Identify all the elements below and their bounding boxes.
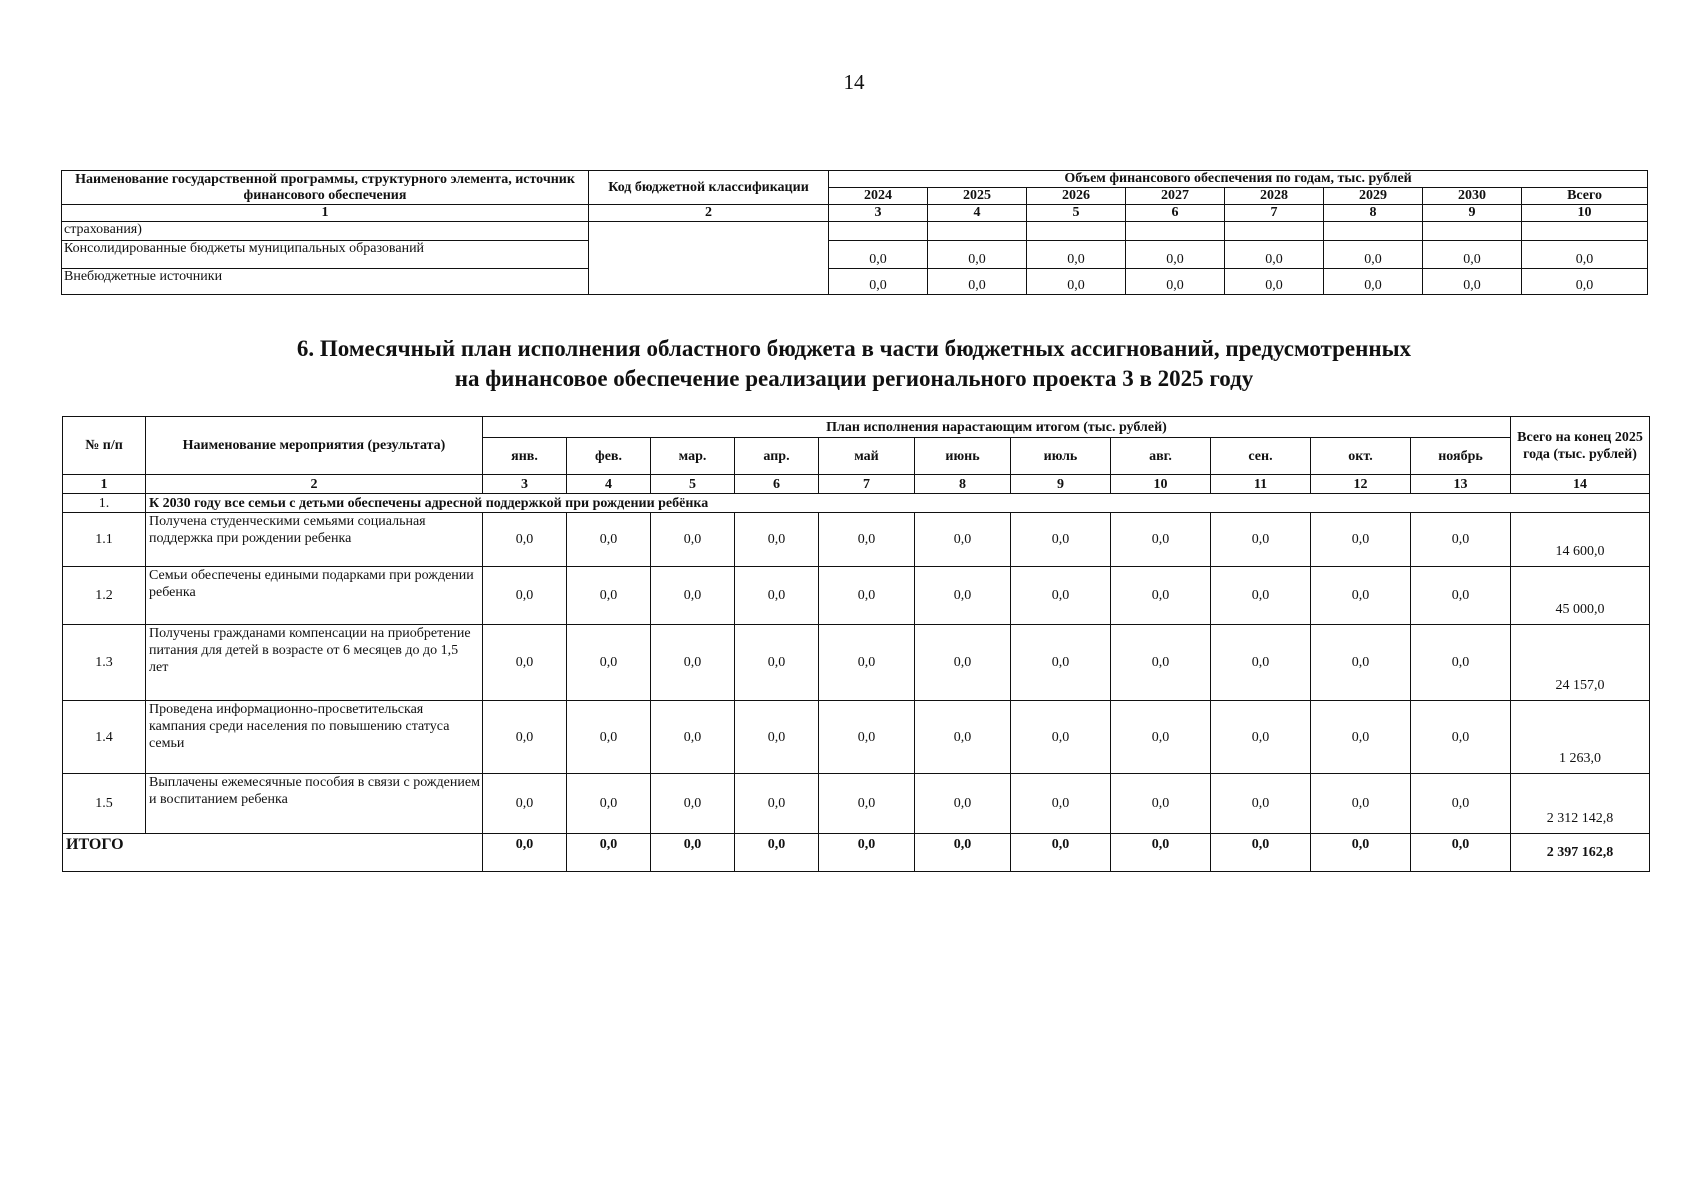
month-value: 0,0: [1311, 567, 1411, 625]
month-value: 0,0: [1111, 701, 1211, 774]
total-month-value: 0,0: [1111, 834, 1211, 872]
year-header-3: 2026: [1027, 188, 1126, 205]
source-label: Консолидированные бюджеты муниципальных образований: [62, 241, 589, 269]
value-cell: 0,0: [829, 241, 928, 269]
column-index: 7: [1225, 205, 1324, 222]
month-value: 0,0: [1111, 567, 1211, 625]
row-total: 1 263,0: [1511, 701, 1650, 774]
column-index-row: [63, 475, 1650, 494]
value-cell: [928, 222, 1027, 241]
column-index: 6: [1126, 205, 1225, 222]
month-value: 0,0: [1011, 774, 1111, 834]
goal-number: 1.: [63, 494, 146, 513]
month-value: 0,0: [1011, 513, 1111, 567]
month-value: 0,0: [1311, 701, 1411, 774]
month-value: 0,0: [651, 701, 735, 774]
month-value: 0,0: [1211, 567, 1311, 625]
month-value: 0,0: [915, 513, 1011, 567]
month-value: 0,0: [915, 774, 1011, 834]
month-header-10: окт.: [1311, 438, 1411, 475]
row-total: 14 600,0: [1511, 513, 1650, 567]
month-value: 0,0: [1411, 625, 1511, 701]
month-value: 0,0: [567, 625, 651, 701]
column-index: 1: [62, 205, 589, 222]
value-cell: [1126, 222, 1225, 241]
event-name: Получены гражданами компенсации на приобретение питания для детей в возрасте от 6 месяцев до до 1,5 лет: [146, 625, 483, 701]
table-row: [63, 701, 1650, 774]
column-index: 9: [1423, 205, 1522, 222]
month-value: 0,0: [651, 513, 735, 567]
value-cell: [829, 222, 928, 241]
table-row: [63, 513, 1650, 567]
month-value: 0,0: [1211, 625, 1311, 701]
month-header-5: май: [819, 438, 915, 475]
column-index: 12: [1311, 475, 1411, 494]
year-total-column-header: Всего на конец 2025 года (тыс. рублей): [1511, 417, 1650, 475]
year-header-4: 2027: [1126, 188, 1225, 205]
section-title: [0, 334, 1708, 394]
table-row: [62, 241, 1648, 269]
row-number: 1.1: [63, 513, 146, 567]
year-header-2: 2025: [928, 188, 1027, 205]
event-name: Получена студенческими семьями социальная поддержка при рождении ребенка: [146, 513, 483, 567]
month-header-3: мар.: [651, 438, 735, 475]
value-cell: [1522, 222, 1648, 241]
column-index: 2: [146, 475, 483, 494]
month-value: 0,0: [483, 567, 567, 625]
month-value: 0,0: [915, 701, 1011, 774]
column-index: 1: [63, 475, 146, 494]
month-value: 0,0: [567, 513, 651, 567]
total-month-value: 0,0: [1211, 834, 1311, 872]
goal-row: [63, 494, 1650, 513]
month-value: 0,0: [483, 513, 567, 567]
column-index: 11: [1211, 475, 1311, 494]
code-column-header: Код бюджетной классификации: [589, 171, 829, 205]
table-row: [63, 567, 1650, 625]
value-cell: 0,0: [1522, 269, 1648, 295]
month-value: 0,0: [735, 701, 819, 774]
column-index: 14: [1511, 475, 1650, 494]
column-index: 8: [915, 475, 1011, 494]
month-header-6: июнь: [915, 438, 1011, 475]
month-value: 0,0: [1411, 774, 1511, 834]
value-cell: 0,0: [1027, 241, 1126, 269]
value-cell: 0,0: [1522, 241, 1648, 269]
event-name: Выплачены ежемесячные пособия в связи с рождением и воспитанием ребенка: [146, 774, 483, 834]
year-header-6: 2029: [1324, 188, 1423, 205]
value-cell: 0,0: [1324, 269, 1423, 295]
month-value: 0,0: [1111, 625, 1211, 701]
month-header-4: апр.: [735, 438, 819, 475]
total-label: ИТОГО: [63, 834, 483, 872]
month-value: 0,0: [1111, 774, 1211, 834]
row-total: 45 000,0: [1511, 567, 1650, 625]
month-value: 0,0: [1411, 701, 1511, 774]
column-index: 13: [1411, 475, 1511, 494]
month-header-11: ноябрь: [1411, 438, 1511, 475]
row-number: 1.2: [63, 567, 146, 625]
year-header-1: 2024: [829, 188, 928, 205]
value-cell: [1225, 222, 1324, 241]
month-value: 0,0: [1111, 513, 1211, 567]
column-index: 5: [1027, 205, 1126, 222]
month-value: 0,0: [1311, 774, 1411, 834]
plan-column-header: План исполнения нарастающим итогом (тыс. рублей): [483, 417, 1511, 438]
month-header-7: июль: [1011, 438, 1111, 475]
month-header-8: авг.: [1111, 438, 1211, 475]
monthly-header-row: [63, 417, 1650, 438]
month-value: 0,0: [819, 701, 915, 774]
month-value: 0,0: [1011, 567, 1111, 625]
total-month-value: 0,0: [819, 834, 915, 872]
column-index: 10: [1111, 475, 1211, 494]
total-month-value: 0,0: [1011, 834, 1111, 872]
value-cell: 0,0: [1225, 241, 1324, 269]
row-number: 1.4: [63, 701, 146, 774]
column-index: 8: [1324, 205, 1423, 222]
value-cell: 0,0: [1225, 269, 1324, 295]
total-month-value: 0,0: [651, 834, 735, 872]
column-index: 7: [819, 475, 915, 494]
source-label: страхования): [62, 222, 589, 241]
month-value: 0,0: [915, 567, 1011, 625]
budget-code-cell: [589, 222, 829, 295]
month-value: 0,0: [819, 567, 915, 625]
year-header-5: 2028: [1225, 188, 1324, 205]
month-value: 0,0: [1011, 701, 1111, 774]
month-value: 0,0: [1411, 567, 1511, 625]
year-header-7: 2030: [1423, 188, 1522, 205]
month-value: 0,0: [483, 774, 567, 834]
name-column-header: Наименование государственной программы, структурного элемента, источник финансового обеспечения: [62, 171, 589, 205]
event-name: Проведена информационно-просветительская кампания среди населения по повышению статуса семьи: [146, 701, 483, 774]
month-value: 0,0: [735, 513, 819, 567]
month-value: 0,0: [819, 625, 915, 701]
month-value: 0,0: [1011, 625, 1111, 701]
total-row: [63, 834, 1650, 872]
month-header-1: янв.: [483, 438, 567, 475]
total-month-value: 0,0: [483, 834, 567, 872]
column-index: 10: [1522, 205, 1648, 222]
row-number: 1.5: [63, 774, 146, 834]
month-value: 0,0: [915, 625, 1011, 701]
row-total: 2 312 142,8: [1511, 774, 1650, 834]
table-row: [62, 269, 1648, 295]
value-cell: 0,0: [1126, 241, 1225, 269]
row-total: 24 157,0: [1511, 625, 1650, 701]
column-index: 9: [1011, 475, 1111, 494]
grand-total: 2 397 162,8: [1511, 834, 1650, 872]
column-index-row: [62, 205, 1648, 222]
financing-table: [61, 170, 1648, 295]
month-value: 0,0: [1411, 513, 1511, 567]
month-value: 0,0: [1211, 513, 1311, 567]
month-value: 0,0: [651, 625, 735, 701]
month-value: 0,0: [651, 774, 735, 834]
month-value: 0,0: [567, 701, 651, 774]
total-month-value: 0,0: [1311, 834, 1411, 872]
total-month-value: 0,0: [735, 834, 819, 872]
month-value: 0,0: [819, 513, 915, 567]
month-value: 0,0: [567, 774, 651, 834]
month-value: 0,0: [819, 774, 915, 834]
value-cell: [1423, 222, 1522, 241]
total-month-value: 0,0: [1411, 834, 1511, 872]
row-number: 1.3: [63, 625, 146, 701]
value-cell: 0,0: [928, 241, 1027, 269]
month-header-2: фев.: [567, 438, 651, 475]
value-cell: 0,0: [1324, 241, 1423, 269]
volume-column-header: Объем финансового обеспечения по годам, тыс. рублей: [829, 171, 1648, 188]
month-value: 0,0: [1311, 625, 1411, 701]
value-cell: 0,0: [829, 269, 928, 295]
value-cell: 0,0: [1126, 269, 1225, 295]
total-month-value: 0,0: [915, 834, 1011, 872]
month-header-9: сен.: [1211, 438, 1311, 475]
column-index: 6: [735, 475, 819, 494]
month-value: 0,0: [1311, 513, 1411, 567]
column-index: 4: [567, 475, 651, 494]
column-index: 3: [483, 475, 567, 494]
event-name: Семьи обеспечены едиными подарками при рождении ребенка: [146, 567, 483, 625]
table-row: [63, 774, 1650, 834]
value-cell: 0,0: [1423, 241, 1522, 269]
column-index: 4: [928, 205, 1027, 222]
month-value: 0,0: [1211, 774, 1311, 834]
year-header-8: Всего: [1522, 188, 1648, 205]
monthly-plan-table: [62, 416, 1650, 872]
month-value: 0,0: [735, 567, 819, 625]
month-value: 0,0: [1211, 701, 1311, 774]
section-title-line-2: на финансовое обеспечение реализации регионального проекта 3 в 2025 году: [454, 366, 1254, 391]
total-month-value: 0,0: [567, 834, 651, 872]
value-cell: 0,0: [1423, 269, 1522, 295]
month-value: 0,0: [567, 567, 651, 625]
month-value: 0,0: [483, 625, 567, 701]
table-row: [63, 625, 1650, 701]
section-title-line-1: 6. Помесячный план исполнения областного бюджета в части бюджетных ассигнований, предусмотренных: [296, 336, 1412, 361]
column-index: 3: [829, 205, 928, 222]
goal-text: К 2030 году все семьи с детьми обеспечены адресной поддержкой при рождении ребёнка: [146, 494, 1650, 513]
source-label: Внебюджетные источники: [62, 269, 589, 295]
value-cell: 0,0: [1027, 269, 1126, 295]
financing-header-row: [62, 171, 1648, 188]
month-value: 0,0: [735, 625, 819, 701]
month-value: 0,0: [651, 567, 735, 625]
value-cell: [1027, 222, 1126, 241]
value-cell: 0,0: [928, 269, 1027, 295]
number-column-header: № п/п: [63, 417, 146, 475]
column-index: 2: [589, 205, 829, 222]
table-row: [62, 222, 1648, 241]
month-value: 0,0: [735, 774, 819, 834]
column-index: 5: [651, 475, 735, 494]
month-value: 0,0: [483, 701, 567, 774]
value-cell: [1324, 222, 1423, 241]
event-name-column-header: Наименование мероприятия (результата): [146, 417, 483, 475]
page-number: 14: [843, 70, 865, 94]
